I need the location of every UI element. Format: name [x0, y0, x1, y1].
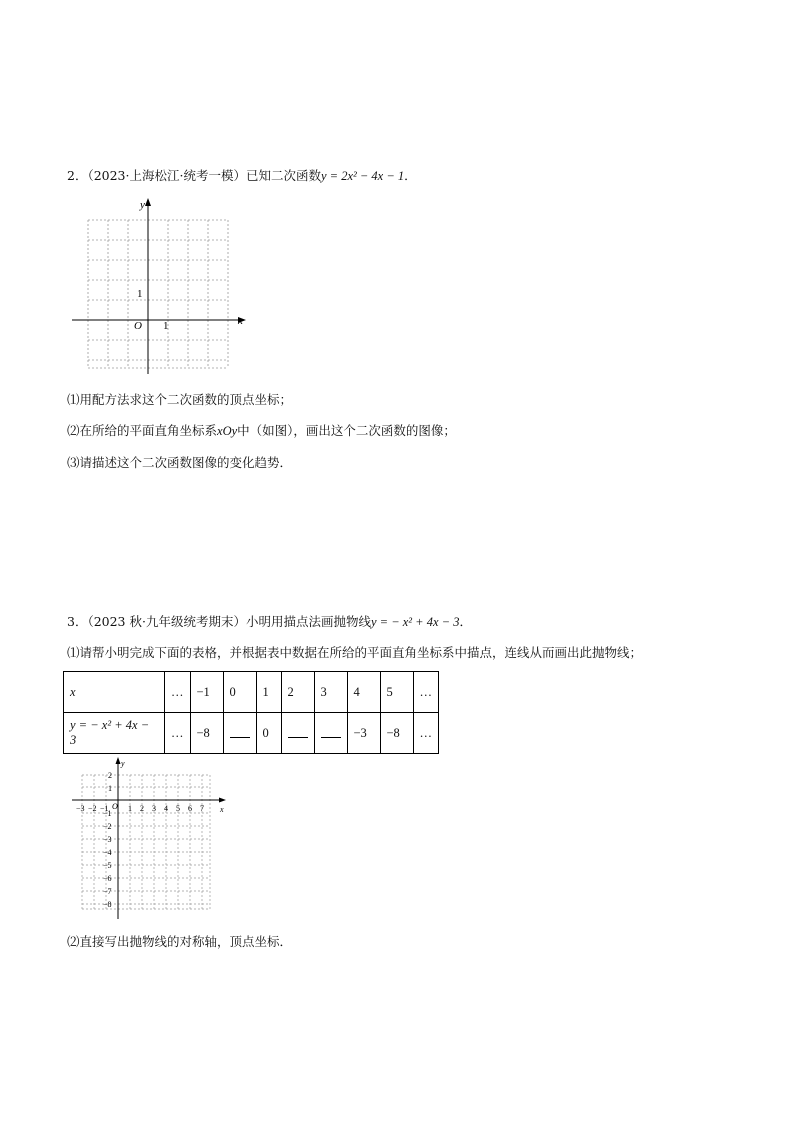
blank-cell[interactable]: [223, 713, 256, 754]
q3-x-tick: −1: [100, 804, 109, 813]
q3-y-tick: 2: [108, 771, 112, 780]
table-cell: …: [165, 672, 191, 713]
table-cell: 1: [256, 672, 281, 713]
q3-x-tick: 5: [176, 804, 180, 813]
answer-blank[interactable]: [288, 725, 308, 738]
table-cell: 0: [256, 713, 281, 754]
q3-y-tick: −2: [103, 822, 112, 831]
q3-x-tick: 4: [164, 804, 168, 813]
table-cell: −1: [190, 672, 223, 713]
blank-cell[interactable]: [314, 713, 347, 754]
q3-x-tick: −2: [88, 804, 97, 813]
q3-y-tick: 1: [108, 784, 112, 793]
q2-header-suffix: ．: [404, 168, 417, 183]
table-row-y: [64, 713, 439, 754]
q2-part2-xoy: xOy: [217, 424, 238, 438]
q2-equation: y = 2x² − 4x − 1: [320, 169, 405, 183]
blank-cell[interactable]: [281, 713, 314, 754]
table-cell: −8: [190, 713, 223, 754]
table-cell: 0: [223, 672, 256, 713]
q3-header: [67, 614, 472, 630]
q2-part2-text-b: 中（如图），画出这个二次函数的图像；: [237, 423, 456, 438]
table-cell: 3: [314, 672, 347, 713]
q3-part2: ⑵直接写出抛物线的对称轴，顶点坐标．: [67, 934, 293, 949]
q3-x-tick: 7: [200, 804, 204, 813]
table-cell: …: [413, 672, 439, 713]
q3-equation: y = − x² + 4x − 3: [370, 615, 460, 629]
q2-part2: [67, 423, 456, 439]
q3-y-tick: −7: [103, 887, 112, 896]
table-cell: 2: [281, 672, 314, 713]
q3-y-tick: −4: [103, 848, 112, 857]
table-cell: −3: [347, 713, 380, 754]
q2-part3: ⑶请描述这个二次函数图像的变化趋势．: [67, 455, 293, 470]
q3-origin-label: O: [112, 802, 118, 811]
answer-blank[interactable]: [230, 725, 250, 738]
q3-coordinate-grid: [70, 757, 235, 926]
q3-y-tick: −1: [103, 809, 112, 818]
q2-coordinate-grid: [70, 198, 250, 380]
q2-part1: ⑴用配方法求这个二次函数的顶点坐标；: [67, 392, 293, 407]
q2-part2-text-a: ⑵在所给的平面直角坐标系: [67, 423, 218, 438]
q2-header: [67, 168, 417, 184]
q2-origin-label: O: [134, 320, 142, 332]
q3-x-tick: 1: [128, 804, 132, 813]
q3-x-axis-label: x: [220, 805, 224, 814]
q2-x-tick-1: 1: [163, 320, 169, 332]
table-cell: x: [64, 672, 165, 713]
q3-value-table: [63, 671, 439, 754]
q2-x-axis-label: x: [238, 315, 243, 327]
q2-y-axis-label: y: [140, 199, 145, 211]
q3-header-suffix: ．: [459, 614, 472, 629]
table-cell: …: [413, 713, 439, 754]
q3-y-tick: −8: [103, 900, 112, 909]
q3-x-tick: 3: [152, 804, 156, 813]
q3-part1: ⑴请帮小明完成下面的表格，并根据表中数据在所给的平面直角坐标系中描点，连线从而画出此抛物线；: [67, 645, 643, 660]
q3-y-tick: −5: [103, 861, 112, 870]
q3-x-tick: 6: [188, 804, 192, 813]
q3-y-axis-label: y: [121, 759, 125, 768]
table-cell: …: [165, 713, 191, 754]
q3-y-tick: −6: [103, 874, 112, 883]
q2-y-tick-1: 1: [137, 288, 143, 300]
table-cell-y-label: y = − x² + 4x − 3: [64, 713, 165, 754]
answer-blank[interactable]: [321, 725, 341, 738]
table-cell: −8: [380, 713, 413, 754]
q3-x-tick: 2: [140, 804, 144, 813]
q3-y-tick: −3: [103, 835, 112, 844]
table-cell: 5: [380, 672, 413, 713]
q3-x-tick: −3: [76, 804, 85, 813]
q2-header-prefix: 2．（2023·上海松江·统考一模）已知二次函数: [67, 168, 321, 183]
q3-header-prefix: 3．（2023 秋·九年级统考期末）小明用描点法画抛物线: [67, 614, 371, 629]
table-row-x: [64, 672, 439, 713]
table-cell: 4: [347, 672, 380, 713]
